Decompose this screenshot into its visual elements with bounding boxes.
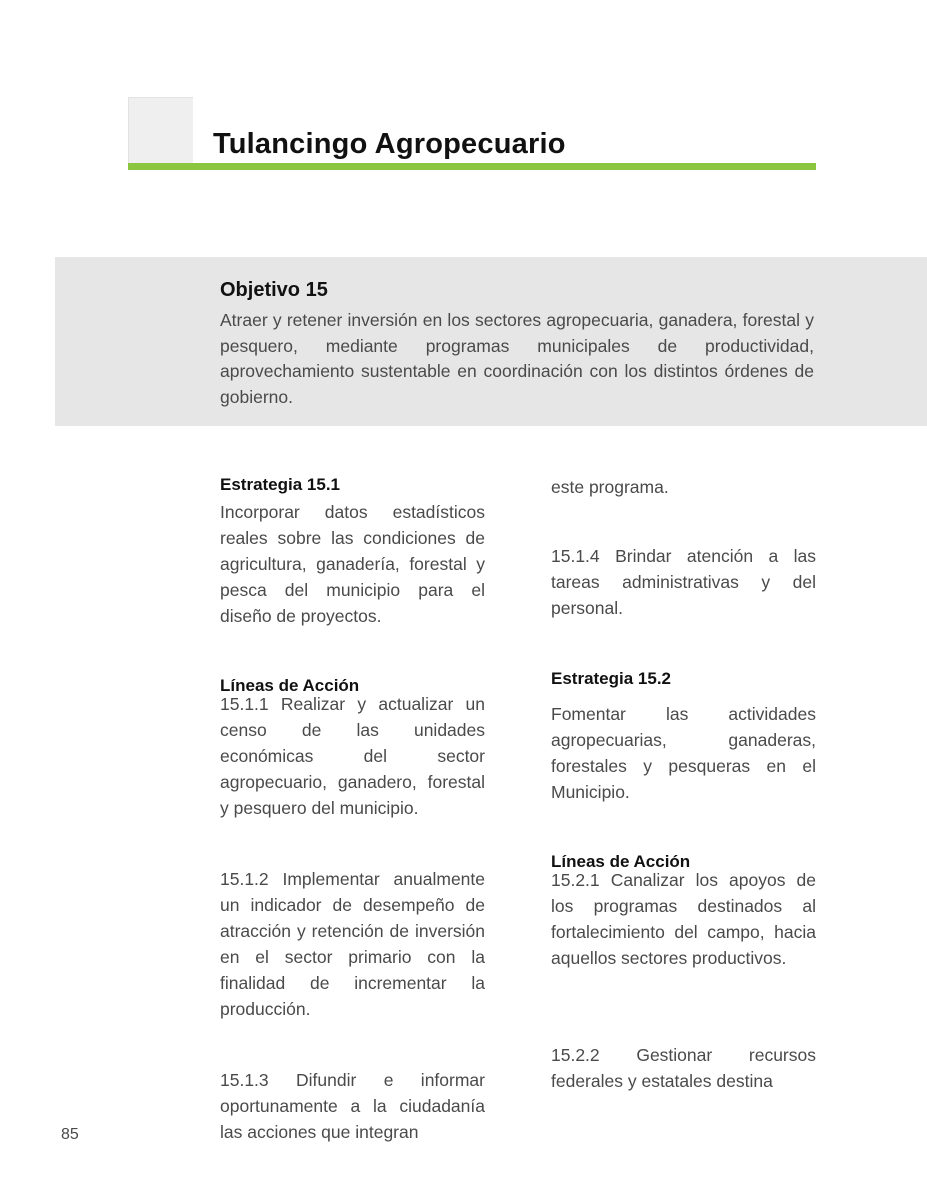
lines-of-action-heading-1: Líneas de Acción: [220, 676, 360, 695]
strategy-15-2-text: Fomentar las actividades agropecuarias, ganaderas, forestales y pesqueras en el Municipio.: [551, 704, 816, 802]
strategy-15-1-title: Estrategia 15.1: [220, 475, 341, 494]
title-underline: [128, 163, 816, 170]
action-15-1-3: 15.1.3 Difundir e informar oportunamente a la ciudadanía las acciones que integran: [220, 1070, 485, 1142]
objective-text: Atraer y retener inversión en los sectores agropecuaria, ganadera, forestal y pesquero, mediante programas municipales de productividad, aprovechamiento sustentable en coordinación con los distintos órdenes de gobierno.: [220, 310, 814, 407]
action-15-1-2: 15.1.2 Implementar anualmente un indicador de desempeño de atracción y retención de inversión en el sector primario con la finalidad de incrementar la producción.: [220, 869, 485, 1019]
continuation-text: este programa.: [551, 477, 669, 497]
lines-of-action-heading-2: Líneas de Acción: [551, 852, 691, 871]
action-15-2-1: 15.2.1 Canalizar los apoyos de los programas destinados al fortalecimiento del campo, hacia aquellos sectores productivos.: [551, 870, 816, 968]
objective-title: Objetivo 15: [220, 279, 328, 301]
action-15-2-2: 15.2.2 Gestionar recursos federales y estatales destina: [551, 1045, 816, 1091]
action-15-1-1: 15.1.1 Realizar y actualizar un censo de las unidades económicas del sector agropecuario, ganadero, forestal y pesquero del municipio.: [220, 694, 485, 818]
page-number: 85: [61, 1126, 79, 1143]
strategy-15-1-text: Incorporar datos estadísticos reales sobre las condiciones de agricultura, ganadería, forestal y pesca del municipio para el diseño de proyectos.: [220, 502, 485, 626]
strategy-15-2-title: Estrategia 15.2: [551, 669, 672, 688]
action-15-1-4: 15.1.4 Brindar atención a las tareas administrativas y del personal.: [551, 546, 816, 618]
page-title: Tulancingo Agropecuario: [213, 128, 566, 160]
title-tab-box: [128, 97, 193, 164]
